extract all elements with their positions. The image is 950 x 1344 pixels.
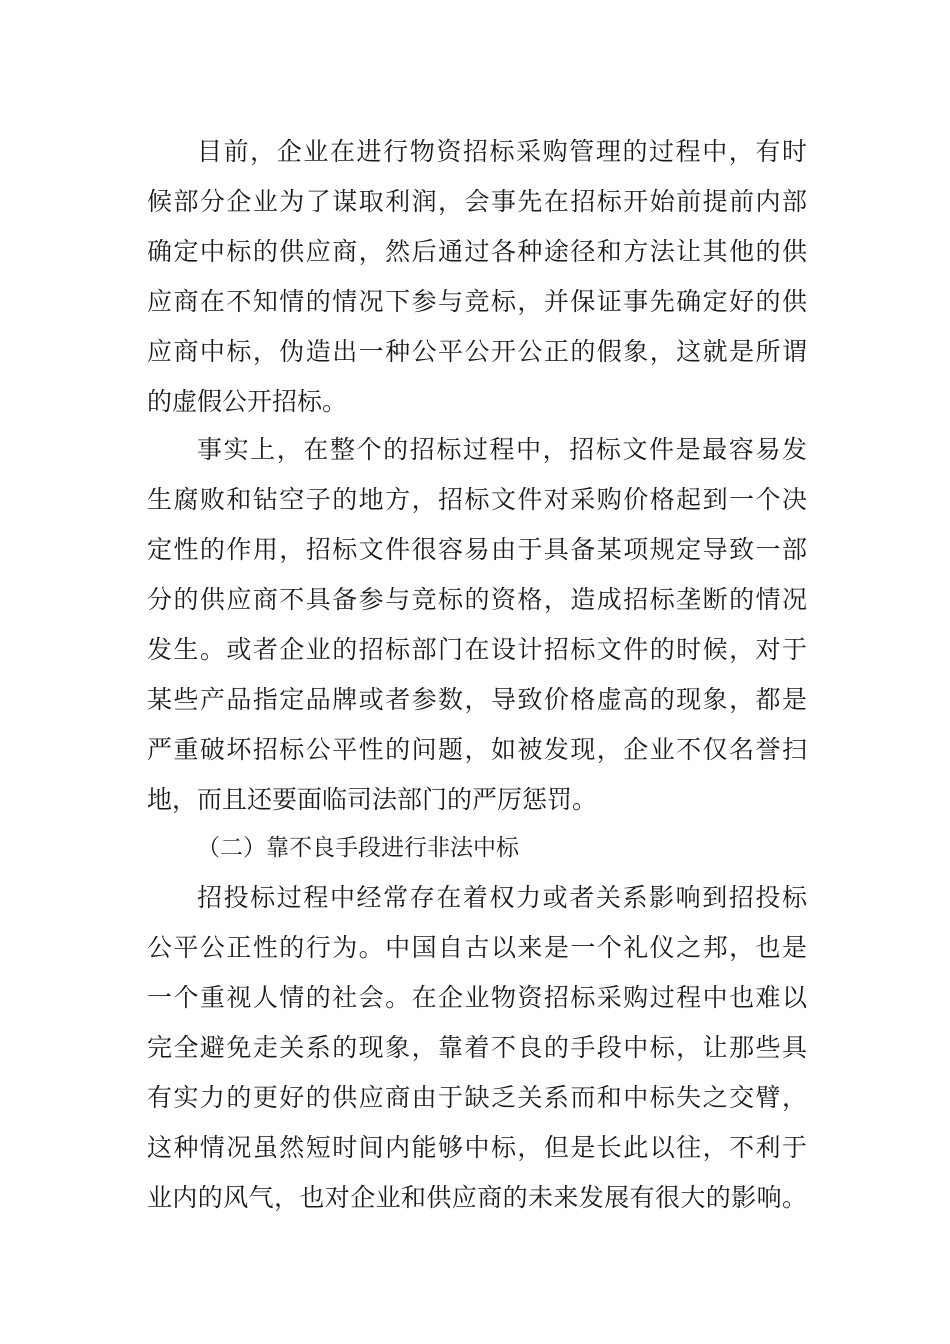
paragraph-3-line-3: 一个重视人情的社会。在企业物资招标采购过程中也难以 <box>147 983 807 1012</box>
paragraph-3-line-2: 公平公正性的行为。中国自古以来是一个礼仪之邦，也是 <box>147 933 807 962</box>
paragraph-2-line-3: 定性的作用，招标文件很容易由于具备某项规定导致一部 <box>147 535 807 564</box>
paragraph-2-line-7: 严重破坏招标公平性的问题，如被发现，企业不仅名誉扫 <box>147 735 807 764</box>
paragraph-1-line-1: 目前，企业在进行物资招标采购管理的过程中，有时 <box>197 137 807 166</box>
paragraph-2-line-1: 事实上，在整个的招标过程中，招标文件是最容易发 <box>197 435 807 464</box>
paragraph-2-line-5: 发生。或者企业的招标部门在设计招标文件的时候，对于 <box>147 635 807 664</box>
paragraph-1-line-3: 确定中标的供应商，然后通过各种途径和方法让其他的供 <box>147 237 807 266</box>
paragraph-3-line-4: 完全避免走关系的现象，靠着不良的手段中标，让那些具 <box>147 1033 807 1062</box>
paragraph-1-line-4: 应商在不知情的情况下参与竞标，并保证事先确定好的供 <box>147 287 807 316</box>
paragraph-3-line-5: 有实力的更好的供应商由于缺乏关系而和中标失之交臂， <box>147 1083 807 1112</box>
section-heading: （二）靠不良手段进行非法中标 <box>197 835 519 861</box>
paragraph-2-line-8: 地，而且还要面临司法部门的严厉惩罚。 <box>147 785 598 814</box>
paragraph-3-line-7: 业内的风气，也对企业和供应商的未来发展有很大的影响。 <box>147 1183 807 1212</box>
paragraph-2-line-4: 分的供应商不具备参与竞标的资格，造成招标垄断的情况 <box>147 585 807 614</box>
paragraph-1-line-5: 应商中标，伪造出一种公平公开公正的假象，这就是所谓 <box>147 337 807 366</box>
paragraph-2-line-6: 某些产品指定品牌或者参数，导致价格虚高的现象，都是 <box>147 685 807 714</box>
paragraph-1-line-6: 的虚假公开招标。 <box>147 387 348 416</box>
paragraph-3-line-6: 这种情况虽然短时间内能够中标，但是长此以往，不利于 <box>147 1133 807 1162</box>
paragraph-1-line-2: 候部分企业为了谋取利润，会事先在招标开始前提前内部 <box>147 187 807 216</box>
paragraph-3-line-1: 招投标过程中经常存在着权力或者关系影响到招投标 <box>197 883 807 912</box>
paragraph-2-line-2: 生腐败和钻空子的地方，招标文件对采购价格起到一个决 <box>147 485 807 514</box>
